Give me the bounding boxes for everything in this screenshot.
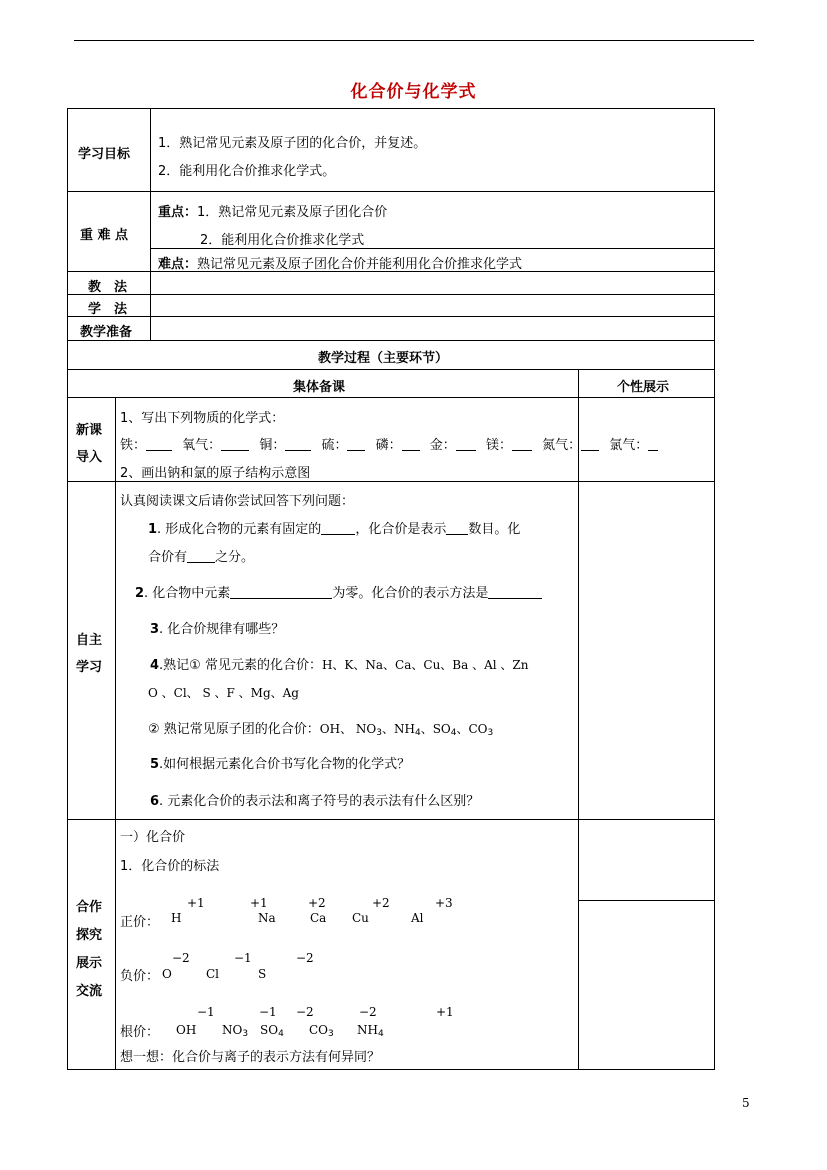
- question-5: 5.如何根据元素化合价书写化合物的化学式？: [150, 757, 411, 772]
- rad-no3: $NO_3$: [222, 1023, 249, 1039]
- question-6: 6. 元素化合价的表示法和离子符号的表示法有什么区别？: [150, 794, 480, 809]
- pos-val-2: +1: [250, 896, 268, 910]
- pos-elem-2: Na: [258, 911, 276, 925]
- rad-val-3: −2: [296, 1005, 314, 1019]
- key-label: 重 难 点: [80, 228, 129, 243]
- header-rule: [74, 40, 754, 41]
- intro-items: 铁： 氧气： 铜： 硫： 磷： 金： 镁： 氮气： 氯气：: [120, 434, 658, 453]
- group-prep-heading: 集体备课: [293, 380, 346, 395]
- intro-line-1: 1、写出下列物质的化学式：: [120, 411, 285, 426]
- neg-elem-3: S: [258, 967, 267, 981]
- rad-so4: $SO_4$: [260, 1023, 284, 1039]
- rad-val-5: +1: [436, 1005, 454, 1019]
- coop-label-1: 合作: [76, 900, 103, 915]
- question-4-radicals: ② 熟记常见原子团的化合价：OH、 $NO_3$、$NH_4$、$SO_4$、$CO_3$: [148, 722, 494, 738]
- self-study-label-2: 学习: [76, 660, 103, 675]
- key-hard: 难点：熟记常见元素及原子团化合价并能利用化合价推求化学式: [158, 257, 523, 272]
- goal-item-2: 2．能利用化合价推求化学式。: [158, 164, 336, 179]
- teach-method-label: 教 法: [88, 280, 128, 295]
- intro-line-3: 2、画出钠和氯的原子结构示意图: [120, 466, 311, 481]
- coop-heading-2: 1．化合价的标法: [120, 859, 220, 874]
- neg-label: 负价：: [120, 969, 160, 984]
- rad-val-1: −1: [197, 1005, 215, 1019]
- rad-val-2: −1: [259, 1005, 277, 1019]
- neg-val-3: −2: [296, 951, 314, 965]
- intro-label-2: 导入: [76, 450, 103, 465]
- think-question: 想一想：化合价与离子的表示方法有何异同？: [120, 1050, 381, 1065]
- pos-label: 正价：: [120, 915, 160, 930]
- pos-elem-3: Ca: [310, 911, 327, 925]
- pos-val-3: +2: [308, 896, 326, 910]
- pos-val-1: +1: [187, 896, 205, 910]
- rad-val-4: −2: [359, 1005, 377, 1019]
- intro-label-1: 新课: [76, 423, 103, 438]
- rad-nh4: $NH_4$: [357, 1023, 384, 1039]
- pos-elem-1: H: [171, 911, 182, 925]
- rad-co3: $CO_3$: [309, 1023, 334, 1039]
- page-number: 5: [742, 1096, 750, 1110]
- question-4-elements: O 、Cl、 S 、F 、Mg、Ag: [148, 686, 299, 700]
- pos-elem-4: Cu: [352, 911, 369, 925]
- neg-val-2: −1: [234, 951, 252, 965]
- neg-elem-2: Cl: [206, 967, 220, 981]
- neg-elem-1: O: [162, 967, 172, 981]
- question-1-cont: 合价有 之分。: [148, 550, 255, 565]
- pos-elem-5: Al: [411, 911, 424, 925]
- question-3: 3. 化合价规律有哪些？: [150, 622, 285, 637]
- key-focus-2: 2．能利用化合价推求化学式: [200, 233, 365, 248]
- coop-heading-1: 一）化合价: [120, 830, 186, 845]
- rad-oh: OH: [176, 1023, 197, 1037]
- personal-heading: 个性展示: [617, 380, 670, 395]
- self-study-label-1: 自主: [76, 633, 103, 648]
- coop-label-2: 探究: [76, 928, 103, 943]
- prep-label: 教学准备: [80, 325, 133, 340]
- key-focus-1: 重点：1．熟记常见元素及原子团化合价: [158, 205, 388, 220]
- neg-val-1: −2: [172, 951, 190, 965]
- coop-label-3: 展示: [76, 956, 103, 971]
- question-1: 1. 形成化合物的元素有固定的 ，化合价是表示 数目。化: [148, 522, 521, 537]
- learn-method-label: 学 法: [88, 302, 128, 317]
- coop-label-4: 交流: [76, 984, 103, 999]
- question-2: 2. 化合物中元素 为零。化合价的表示方法是: [135, 582, 542, 601]
- page-title: 化合价与化学式: [350, 82, 477, 102]
- goal-item-1: 1．熟记常见元素及原子团的化合价，并复述。: [158, 136, 427, 151]
- rad-label: 根价：: [120, 1025, 160, 1040]
- pos-val-5: +3: [435, 896, 453, 910]
- process-heading: 教学过程（主要环节）: [318, 351, 449, 366]
- pos-val-4: +2: [372, 896, 390, 910]
- goal-label: 学习目标: [78, 147, 131, 162]
- question-4: 4.熟记① 常见元素的化合价：H、K、Na、Ca、Cu、Ba 、Al 、Zn: [150, 658, 529, 673]
- self-study-intro: 认真阅读课文后请你尝试回答下列问题：: [120, 494, 355, 509]
